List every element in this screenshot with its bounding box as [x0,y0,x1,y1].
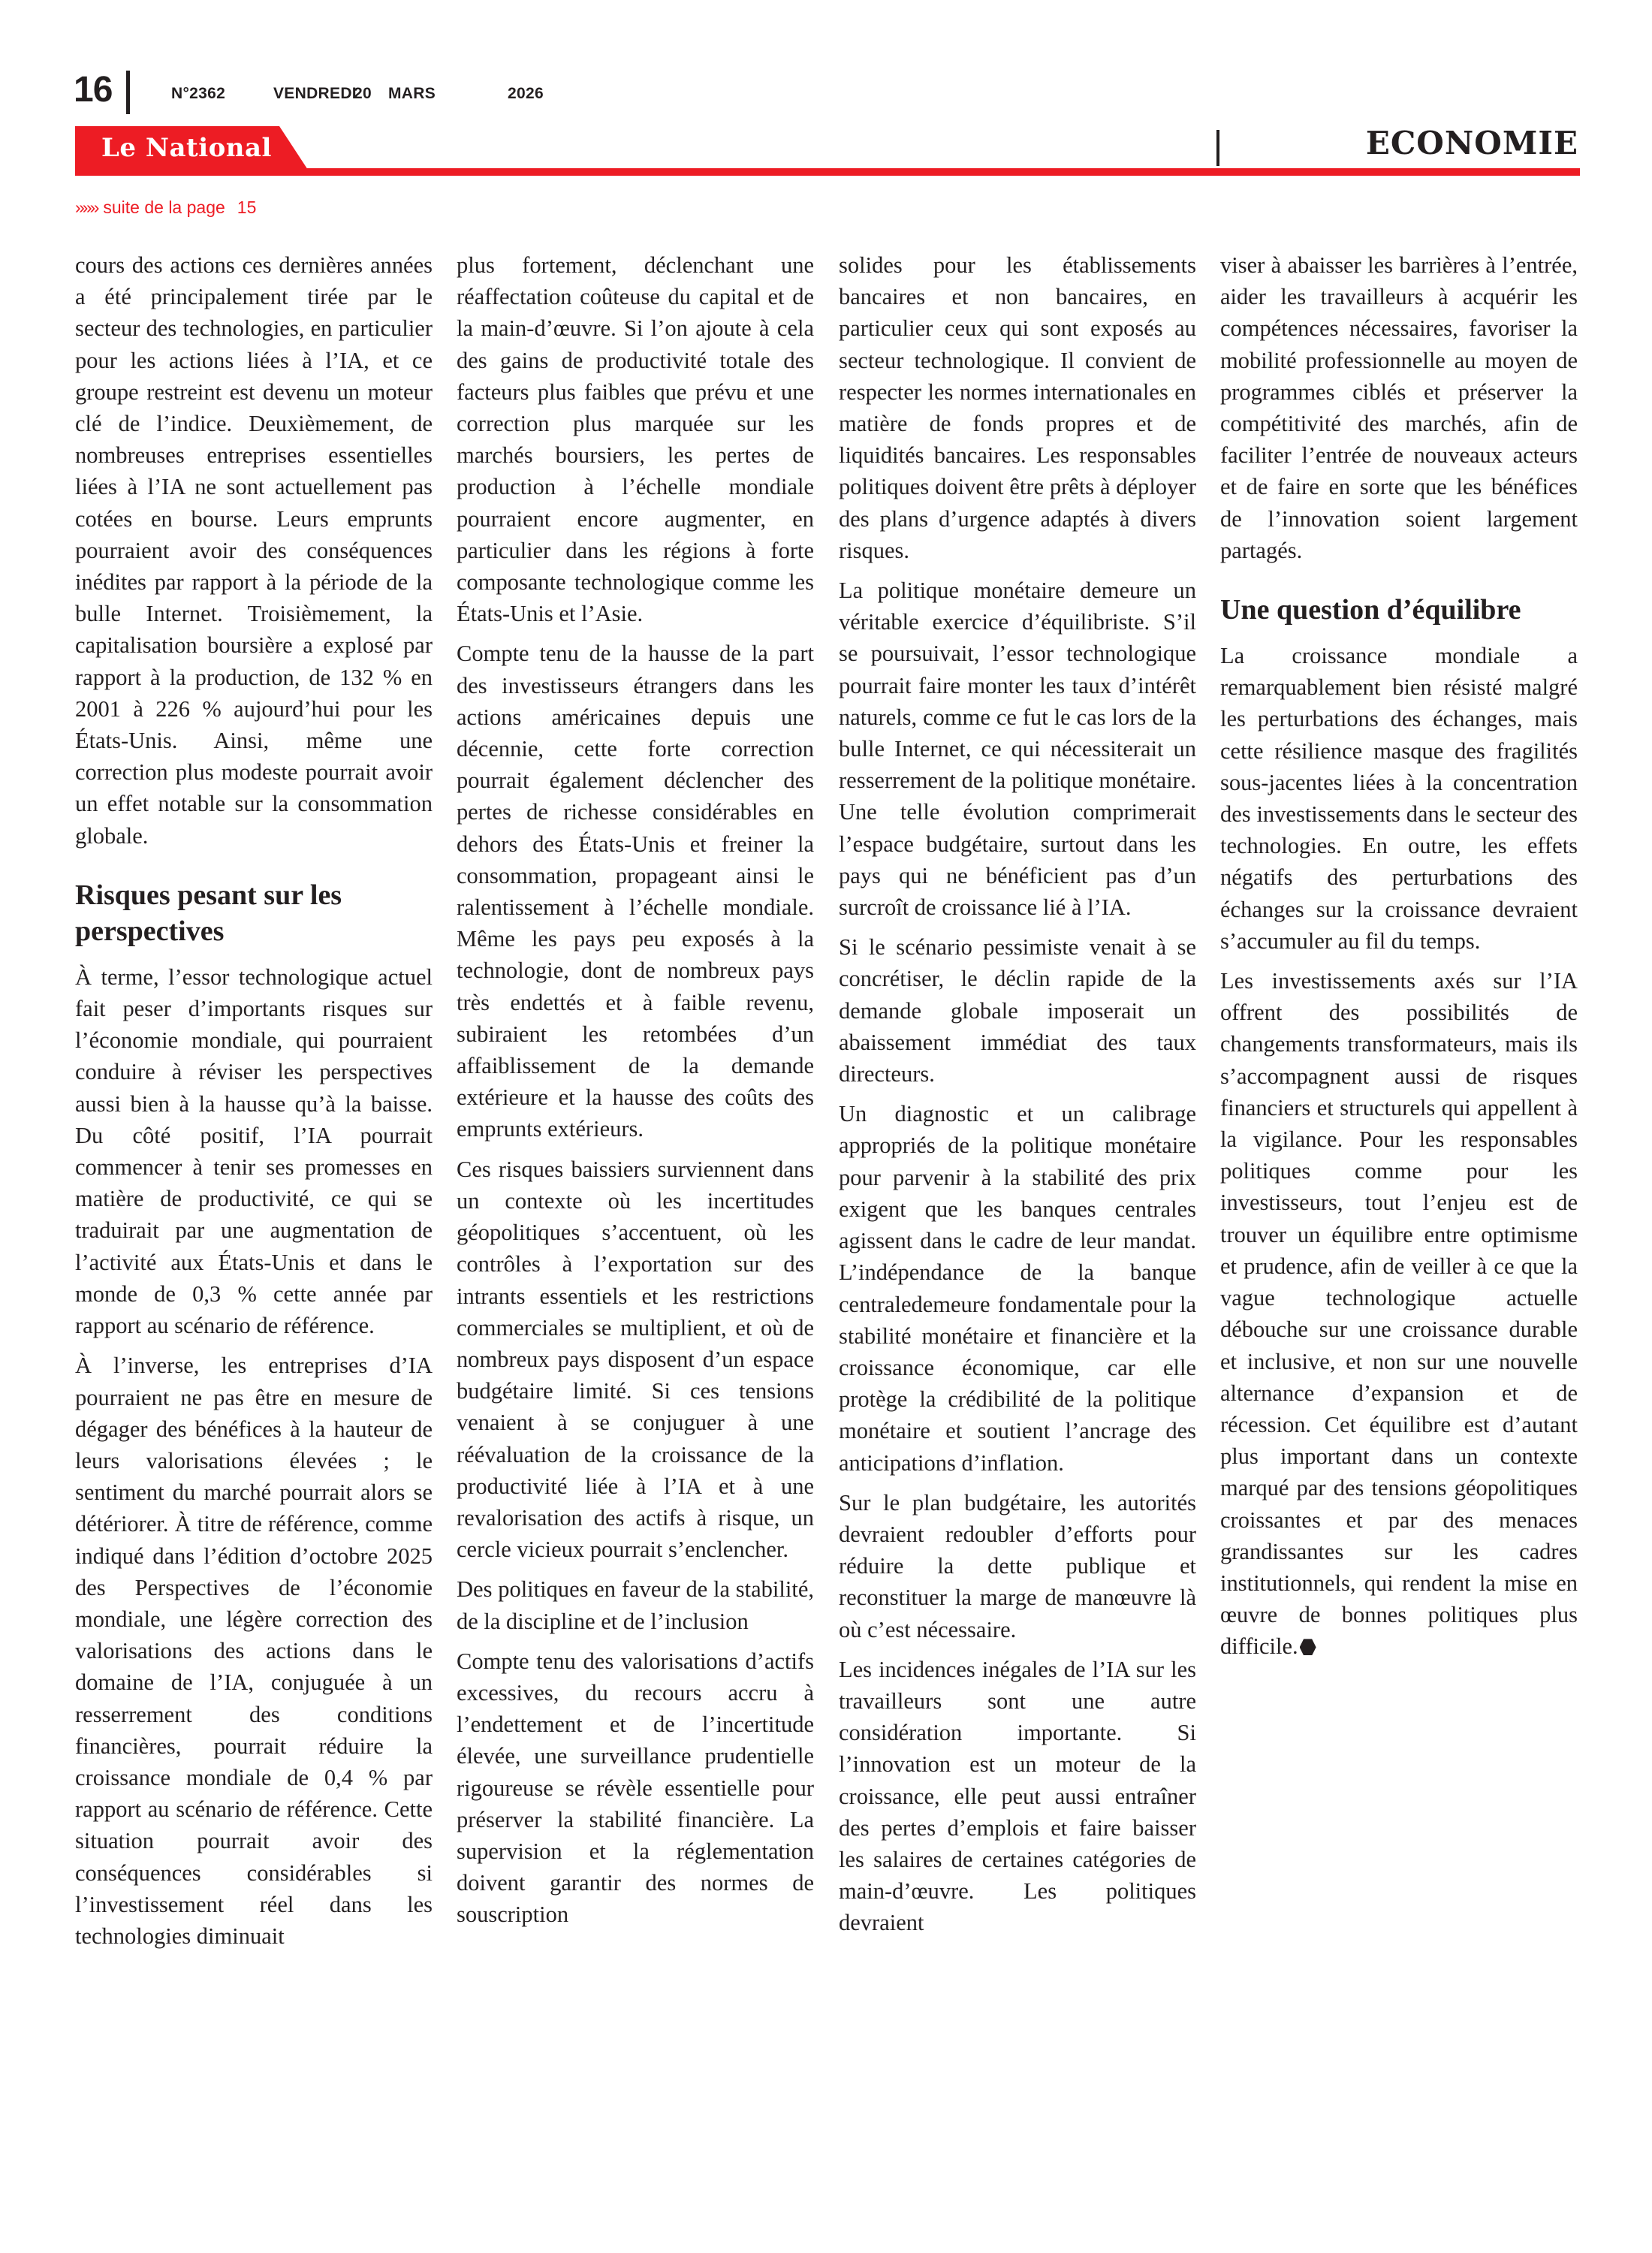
paragraph: La croissance mondiale a remarquablement bien résisté malgré les perturbations des échanges, mais cette résilience masque des fragilités sous-jacentes liées à la concentration des investissements dans le secteur des technologies. En outre, les effets négatifs des perturbations des échanges sur la croissance devraient s’accumuler au fil du temps. [1220,643,1578,954]
page-number-separator [126,71,130,114]
paragraph: viser à abaisser les barrières à l’entrée, aider les travailleurs à acquérir les compétences nécessaires, favoriser la mobilité professionnelle au moyen de programmes ciblés et préserver la compétitivité des marchés, afin de faciliter l’entrée de nouveaux acteurs et de faire en sorte que les bénéfices de l’innovation soient largement partagés. [1220,252,1578,563]
paragraph: Des politiques en faveur de la stabilité, de la discipline et de l’inclusion [457,1576,814,1634]
paragraph: Compte tenu des valorisations d’actifs excessives, du recours accru à l’endettement et de l’incertitude élevée, une surveillance prudentielle rigoureuse se révèle essentielle pour préserver la stabilité financière. La supervision et la réglementation doivent garantir des normes de souscription [457,1648,814,1928]
issue-year: 2026 [508,85,544,102]
subheading: Risques pesant sur les perspectives [75,879,342,947]
paragraph: La politique monétaire demeure un véritable exercice d’équilibriste. S’il se poursuivait, l’essor technologique pourrait faire monter les taux d’intérêt naturels, comme ce fut le cas lors de la bulle Internet, ce qui nécessiterait un resserrement de la politique monétaire. Une telle évolution comprimerait l’espace budgétaire, surtout dans les pays qui ne bénéficient pas d’un surcroît de croissance lié à l’IA. [839,578,1196,921]
brand-logo: Le National [101,133,272,163]
continuation-label: suite de la page [103,198,225,217]
continuation-page: 15 [237,198,257,217]
page-number: 16 [74,70,113,110]
paragraph: À terme, l’essor technologique actuel fait peser d’importants risques sur l’économie mondiale, qui pourraient conduire à réviser les perspectives aussi bien à la hausse qu’à la baisse. Du côté positif, l’IA pourrait commencer à tenir ses promesses en matière de productivité, ce qui se traduirait par une augmentation de l’activité aux États-Unis et dans le monde de 0,3 % cette année par rapport au scénario de référence. [75,964,433,1339]
issue-date: 20 [354,85,372,102]
final-paragraph [1220,965,1578,1662]
paragraph: Un diagnostic et un calibrage appropriés de la politique monétaire pour parvenir à la stabilité des prix exigent que les banques centrales agissent dans le cadre de leur mandat. L’indépendance de la banque centraledemeure fondamentale pour la stabilité monétaire et financière et la croissance économique, car elle protège la crédibilité de la politique monétaire et soutient l’ancrage des anticipations d’inflation. [839,1101,1196,1476]
subheading: Une question d’équilibre [1220,594,1521,626]
paragraph-text: Les investissements axés sur l’IA offrent des possibilités de changements transformateurs, mais ils s’accompagnent aussi de risques financiers et structurels qui appellent à la vigilance. Pour les responsables politiques comme pour les investisseurs, tout l’enjeu est de trouver un équilibre entre optimisme et prudence, afin de veiller à ce que la vague technologique actuelle débouche sur une croissance durable et inclusive, et non sur une nouvelle alternance d’expansion et de récession. Cet équilibre est d’autant plus important dans un contexte marqué par des tensions géopolitiques croissantes et par des menaces grandissantes sur les cadres institutionnels, qui rendent la mise en œuvre de bonnes politiques plus difficile. [1220,968,1578,1660]
paragraph: Ces risques baissiers surviennent dans un contexte où les incertitudes géopolitiques s’accentuent, où les contrôles à l’exportation sur des intrants essentiels et les restrictions commerciales se multiplient, et où de nombreux pays disposent d’un espace budgétaire limité. Si ces tensions venaient à se conjuguer à une réévaluation de la croissance de la productivité liée à l’IA et à une revalorisation des actifs à risque, un cercle vicieux pourrait s’enclencher. [457,1156,814,1563]
paragraph: Sur le plan budgétaire, les autorités devraient redoubler d’efforts pour réduire la dette publique et reconstituer la marge de manœuvre là où c’est nécessaire. [839,1489,1196,1642]
article-column-2 [457,249,814,1939]
article-column-4 [1220,249,1578,1671]
paragraph: Si le scénario pessimiste venait à se concrétiser, le déclin rapide de la demande globale imposerait un abaissement immédiat des taux directeurs. [839,934,1196,1087]
paragraph: À l’inverse, les entreprises d’IA pourraient ne pas être en mesure de dégager des bénéfices à la hauteur de leurs valorisations élevées ; le sentiment du marché pourrait alors se détériorer. À titre de référence, comme indiqué dans l’édition d’octobre 2025 des Perspectives de l’économie mondiale, une légère correction des valorisations des actions dans le domaine de l’IA, conjuguée à un resserrement des conditions financières, pourrait réduire la croissance mondiale de 0,4 % par rapport au scénario de référence. Cette situation pourrait avoir des conséquences considérables si l’investissement réel dans les technologies diminuait [75,1353,433,1949]
issue-day: VENDREDI [273,85,357,102]
paragraph: Compte tenu de la hausse de la part des investisseurs étrangers dans les actions américaines depuis une décennie, cette forte correction pourrait également déclencher des pertes de richesse considérables en dehors des États-Unis et freiner la consommation, propageant ainsi le ralentissement à l’échelle mondiale. Même les pays peu exposés à la technologie, dont de nombreux pays très endettés et à faible revenu, subiraient les retombées d’un affaiblissement de la demande extérieure et la hausse des coûts des emprunts extérieurs. [457,641,814,1142]
paragraph: cours des actions ces dernières années a été principalement tirée par le secteur des technologies, en particulier pour les actions liées à l’IA, et ce groupe restreint est devenu un moteur clé de l’indice. Deuxièmement, de nombreuses entreprises essentielles liées à l’IA ne sont actuellement pas cotées en bourse. Leurs emprunts pourraient avoir des conséquences inédites par rapport à la période de la bulle Internet. Troisièmement, la capitalisation boursière a explosé par rapport à la production, de 132 % en 2001 à 226 % aujourd’hui pour les États-Unis. Ainsi, même une correction plus modeste pourrait avoir un effet notable sur la consommation globale. [75,252,433,849]
paragraph: solides pour les établissements bancaires et non bancaires, en particulier ceux qui sont exposés au secteur technologique. Il convient de respecter les normes internationales en matière de fonds propres et de liquidités bancaires. Les responsables politiques doivent être prêts à déployer des plans d’urgence adaptés à divers risques. [839,252,1196,563]
article-column-1 [75,249,433,1960]
article-column-3 [839,249,1196,1947]
header-rule [75,168,1580,176]
hexagon-end-mark-icon [1300,1639,1316,1655]
issue-number: N°2362 [171,85,226,102]
section-separator [1216,130,1219,166]
section-title: ECONOMIE [1365,125,1578,161]
issue-month: MARS [388,85,436,102]
paragraph: Les incidences inégales de l’IA sur les travailleurs sont une autre considération importante. Si l’innovation est un moteur de la croissance, elle peut aussi entraîner des pertes d’emplois et faire baisser les salaires de certaines catégories de main-d’œuvre. Les politiques devraient [839,1656,1196,1936]
continuation-arrows-icon: »»» [75,198,98,217]
continuation-note [75,197,256,218]
paragraph: plus fortement, déclenchant une réaffectation coûteuse du capital et de la main-d’œuvre. Si l’on ajoute à cela des gains de productivité totale des facteurs plus faibles que prévu et une correction plus marquée sur les marchés boursiers, les pertes de production à l’échelle mondiale pourraient encore augmenter, en particulier dans les régions à forte composante technologique comme les États-Unis et l’Asie. [457,252,814,627]
